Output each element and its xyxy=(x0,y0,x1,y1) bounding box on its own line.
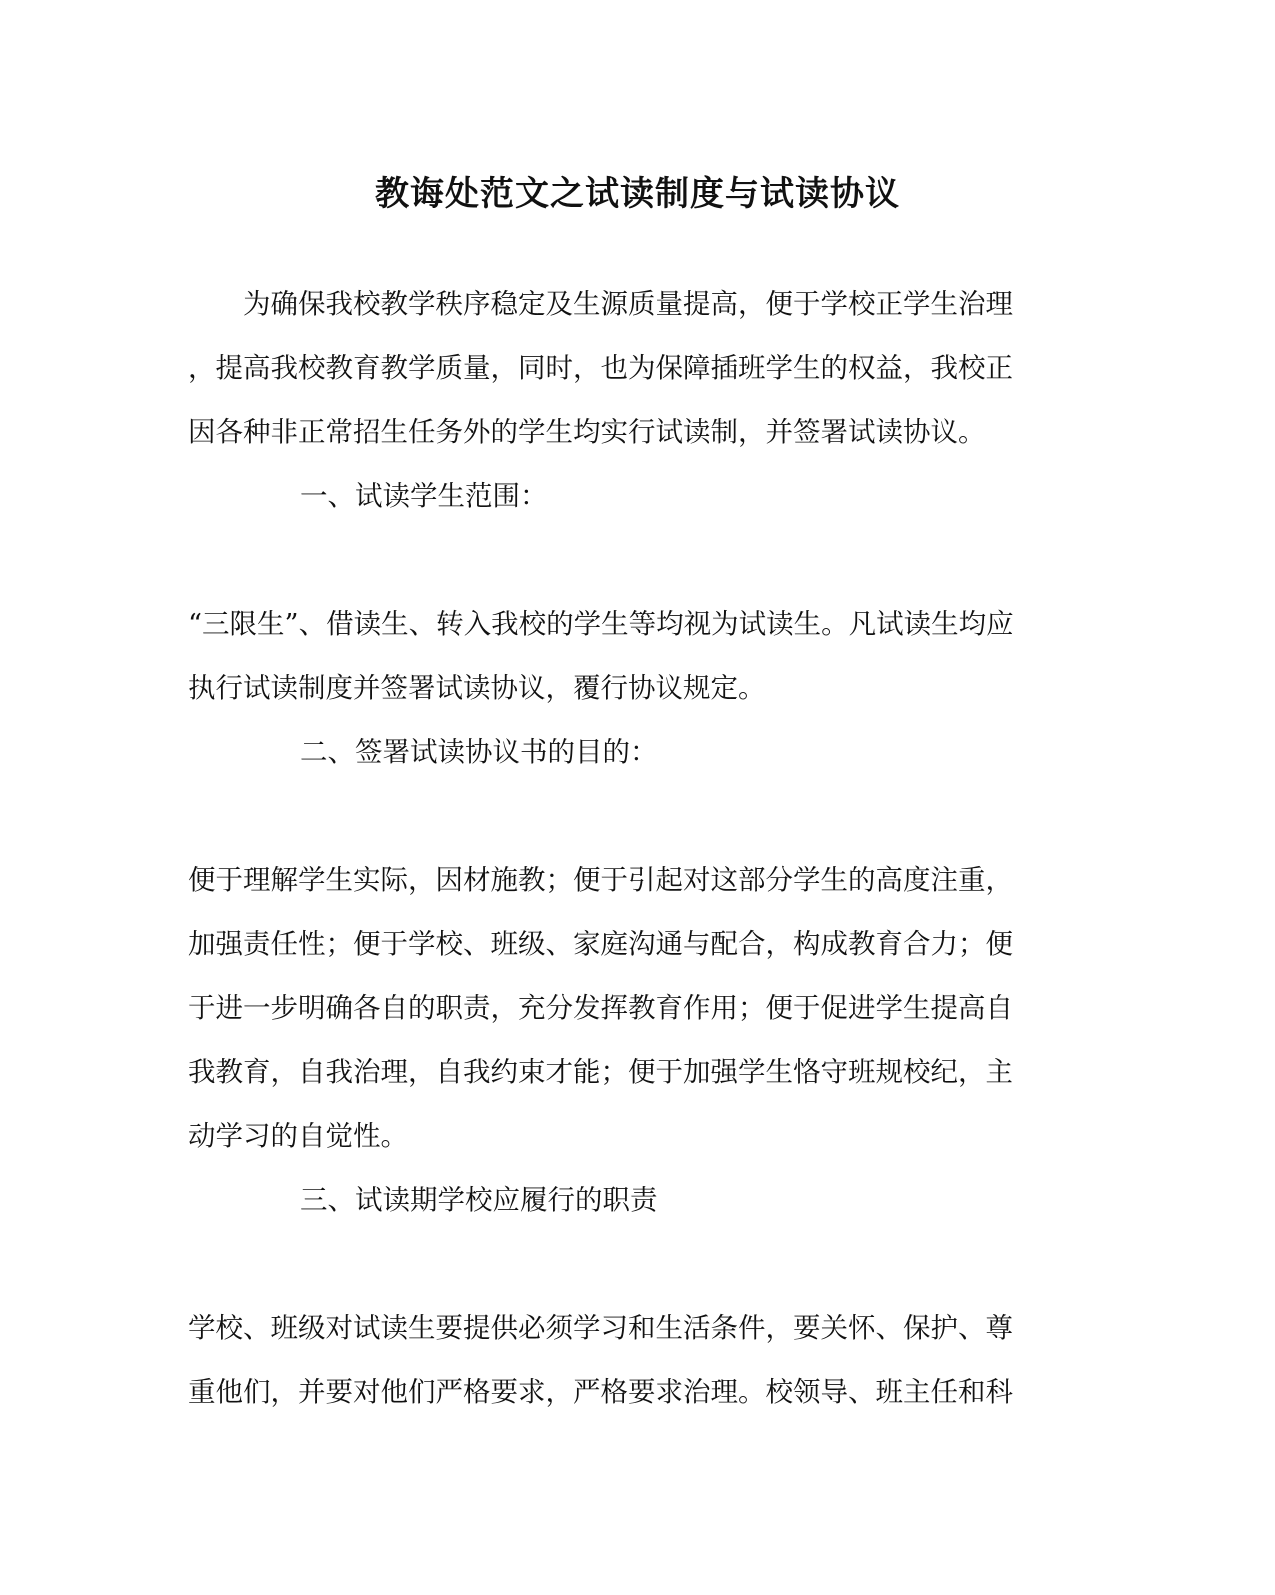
paragraph-4-line-2: 重他们，并要对他们严格要求，严格要求治理。校领导、班主任和科 xyxy=(188,1376,1013,1408)
paragraph-3-line-5: 动学习的自觉性。 xyxy=(188,1120,408,1152)
paragraph-1-line-1: 为确保我校教学秩序稳定及生源质量提高，便于学校正学生治理 xyxy=(243,288,1013,320)
paragraph-4-line-1: 学校、班级对试读生要提供必须学习和生活条件，要关怀、保护、尊 xyxy=(188,1312,1013,1344)
paragraph-2-line-1: “三限生”、借读生、转入我校的学生等均视为试读生。凡试读生均应 xyxy=(188,608,1014,640)
section-heading-2: 二、签署试读协议书的目的： xyxy=(300,736,658,768)
paragraph-1-line-3: 因各种非正常招生任务外的学生均实行试读制，并签署试读协议。 xyxy=(188,416,986,448)
paragraph-3-line-3: 于进一步明确各自的职责，充分发挥教育作用；便于促进学生提高自 xyxy=(188,992,1013,1024)
paragraph-3-line-4: 我教育，自我治理，自我约束才能；便于加强学生恪守班规校纪，主 xyxy=(188,1056,1013,1088)
paragraph-2-line-2: 执行试读制度并签署试读协议，覆行协议规定。 xyxy=(188,672,766,704)
paragraph-3-line-2: 加强责任性；便于学校、班级、家庭沟通与配合，构成教育合力；便 xyxy=(188,928,1013,960)
document-title: 教诲处范文之试读制度与试读协议 xyxy=(375,174,900,214)
section-heading-3: 三、试读期学校应履行的职责 xyxy=(300,1184,658,1216)
paragraph-3-line-1: 便于理解学生实际，因材施教；便于引起对这部分学生的高度注重， xyxy=(188,864,1013,896)
section-heading-1: 一、试读学生范围： xyxy=(300,480,548,512)
paragraph-1-line-2: ，提高我校教育教学质量，同时，也为保障插班学生的权益，我校正 xyxy=(188,352,1013,384)
